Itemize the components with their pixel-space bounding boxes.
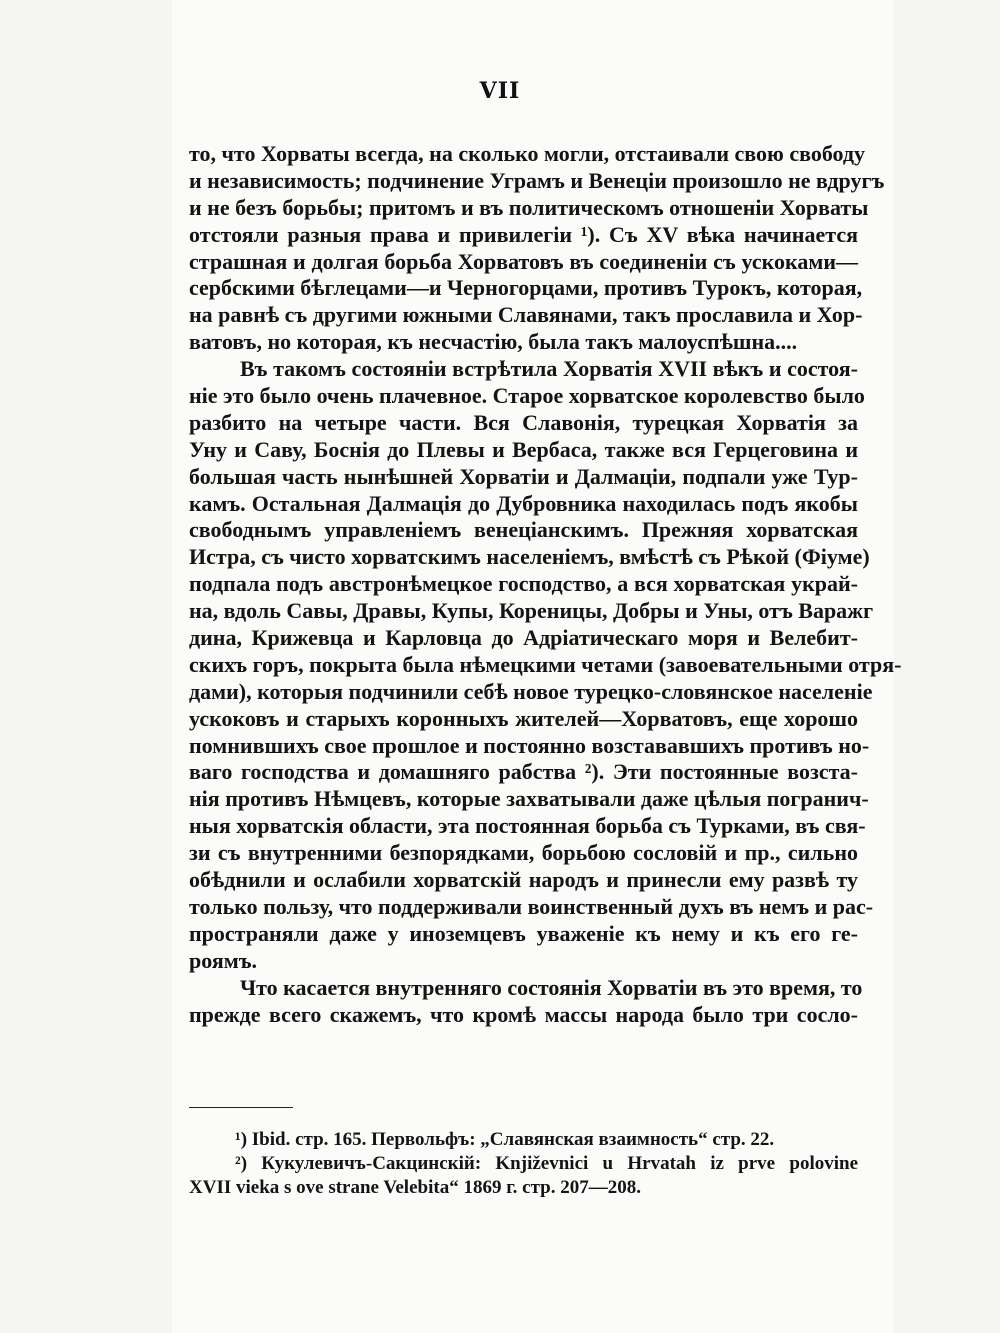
text-line: Что касается внутренняго состоянія Хорватіи въ это время, то [240, 974, 863, 1000]
text-line: и независимость; подчинение Уграмъ и Венеціи произошло не вдругъ [189, 167, 885, 193]
text-line: дами), которыя подчинили себѣ новое турецко-словянское населеніе [189, 678, 873, 704]
text-line: свободнымъ управленіемъ венеціанскимъ. Прежняя хорватская [189, 517, 858, 543]
footnote-line: ¹) Ibid. стр. 165. Первольфъ: „Славянская взаимность“ стр. 22. [235, 1129, 775, 1150]
text-line: ныя хорватскія области, эта постоянная борьба съ Турками, въ свя- [189, 813, 866, 839]
text-line: ускоковъ и старыхъ коронныхъ жителей—Хорватовъ, еще хорошо [189, 705, 858, 731]
text-line: нія противъ Нѣмцевъ, которые захватывали даже цѣлыя погранич- [189, 786, 869, 812]
text-line: зи съ внутренними безпорядками, борьбою сословій и пр., сильно [189, 840, 858, 866]
text-line: разбито на четыре части. Вся Славонія, турецкая Хорватія за [189, 409, 858, 435]
text-line: подпала подъ австронѣмецкое господство, а вся хорватская украй- [189, 571, 858, 597]
footnote-separator [189, 1107, 293, 1108]
page-number: VII [479, 78, 521, 104]
text-line: на равнѣ съ другими южными Славянами, такъ прославила и Хор- [189, 302, 863, 328]
text-line: сербскими бѣглецами—и Черногорцами, противъ Турокъ, которая, [189, 275, 863, 301]
text-line: дина, Крижевца и Карловца до Адріатическаго моря и Велебит- [189, 625, 858, 651]
text-line: пространяли даже у иноземцевъ уваженіе къ нему и къ его ге- [189, 920, 858, 946]
text-line: большая часть нынѣшней Хорватіи и Далмаціи, подпали уже Тур- [189, 463, 858, 489]
text-line: прежде всего скажемъ, что кромѣ массы народа было три сосло- [189, 1001, 858, 1027]
text-line: на, вдоль Савы, Дравы, Купы, Кореницы, Добры и Уны, отъ Варажг [189, 598, 874, 624]
text-line: скихъ горъ, покрыта была нѣмецкими четами (завоевательными отря- [189, 651, 902, 677]
text-line: только пользу, что поддерживали воинственный духъ въ немъ и рас- [189, 893, 874, 919]
text-line: помнившихъ свое прошлое и постоянно возстававшихъ противъ но- [189, 732, 870, 758]
text-line: ніе это было очень плачевное. Старое хорватское королевство было [189, 383, 865, 409]
footnote-line: ²) Кукулевичъ-Сакцинскій: Književnici u Hrvatah iz prve polovine [235, 1153, 858, 1174]
text-line: Истра, съ чисто хорватскимъ населеніемъ, вмѣстѣ съ Рѣкой (Фіуме) [189, 544, 870, 570]
text-line: отстояли разныя права и привилегіи ¹). Съ XV вѣка начинается [189, 221, 858, 247]
text-line: камъ. Остальная Далмація до Дубровника находилась подъ якобы [189, 490, 858, 516]
text-line: то, что Хорваты всегда, на сколько могли, отстаивали свою свободу [189, 141, 866, 166]
footnote-line: XVII vieka s ove strane Velebita“ 1869 г. стр. 207—208. [189, 1177, 641, 1198]
text-line: ватовъ, но которая, къ несчастію, была такъ малоуспѣшна.... [189, 329, 798, 355]
text-line: страшная и долгая борьба Хорватовъ въ соединеніи съ ускоками— [189, 248, 858, 274]
text-line: и не безъ борьбы; притомъ и въ политическомъ отношеніи Хорваты [189, 194, 869, 220]
text-line: Въ такомъ состояніи встрѣтила Хорватія XVII вѣкъ и состоя- [240, 356, 858, 382]
text-line: Уну и Саву, Боснія до Плевы и Вербаса, также вся Герцеговина и [189, 436, 858, 462]
body-text [189, 141, 902, 1028]
text-line: обѣднили и ослабили хорватскій народъ и принесли ему развѣ ту [189, 867, 858, 893]
text-line: роямъ. [189, 947, 258, 973]
text-line: ваго господства и домашняго рабства ²). Эти постоянные возста- [189, 759, 858, 785]
footnotes [189, 1128, 858, 1200]
